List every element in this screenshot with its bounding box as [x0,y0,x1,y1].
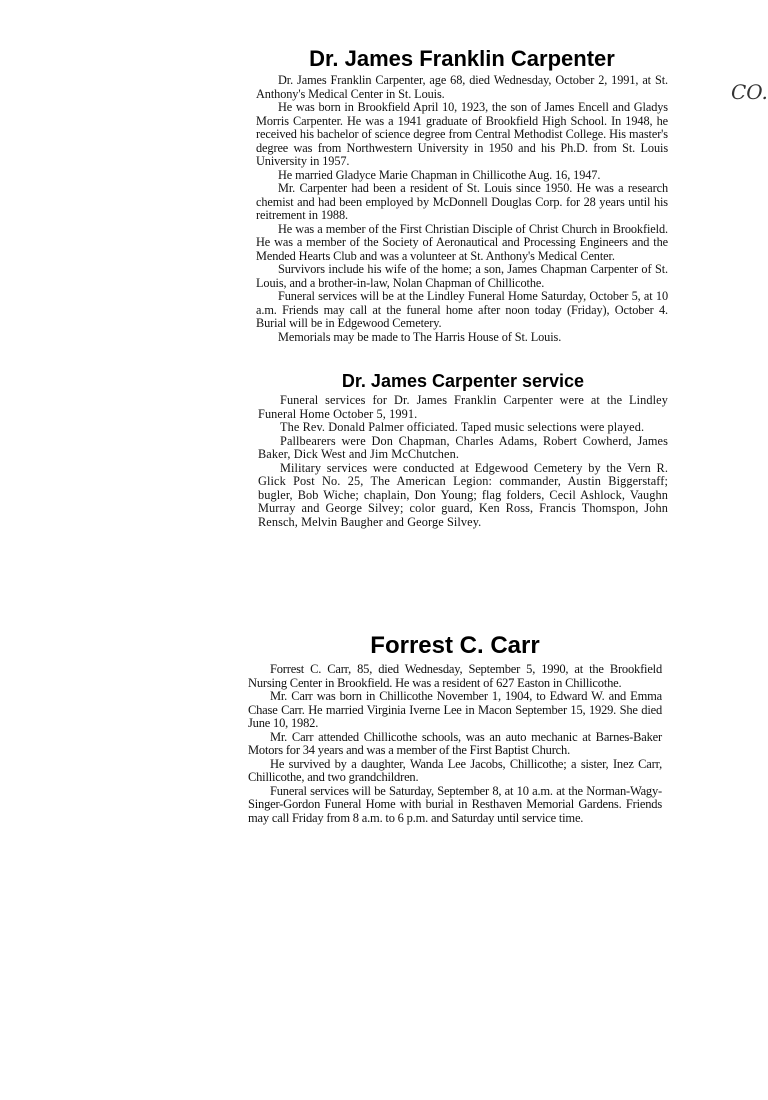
obituary-title: Dr. James Franklin Carpenter [309,46,615,71]
notice-paragraph: The Rev. Donald Palmer officiated. Taped music selections were played. [280,420,645,434]
obituary-paragraph: Mr. Carr was born in Chillicothe November 1, 1904, to Edward W. and Emma Chase Carr. He married Virginia Iverne Lee in Macon September 15, 1929. She died June 10, 1982. [248,689,662,730]
obituary-title: Forrest C. Carr [370,632,540,659]
notice-james-carpenter-service [258,370,668,529]
obituary-paragraph: Forrest C. Carr, 85, died Wednesday, September 5, 1990, at the Brookfield Nursing Center in Brookfield. He was a resident of 627 Easton in Chillicothe. [248,662,662,690]
obituary-paragraph: Memorials may be made to The Harris House of St. Louis. [278,329,562,344]
obituary-paragraph: Dr. James Franklin Carpenter, age 68, died Wednesday, October 2, 1991, at St. Anthony's Medical Center in St. Louis. [256,73,668,101]
obituary-paragraph: Funeral services will be at the Lindley Funeral Home Saturday, October 5, at 10 a.m. Friends may call at the funeral home after noon today (Friday), October 4. Burial will be in Edgewood Cemetery. [256,289,668,330]
notice-paragraph: Funeral services for Dr. James Franklin Carpenter were at the Lindley Funeral Home October 5, 1991. [258,393,668,421]
obituary-paragraph: Survivors include his wife of the home; a son, James Chapman Carpenter of St. Louis, and a brother-in-law, Nolan Chapman of Chillicothe. [256,262,668,290]
obituary-paragraph: Funeral services will be Saturday, September 8, at 10 a.m. at the Norman-Wagy-Singer-Gordon Funeral Home with burial in Resthaven Memorial Gardens. Friends may call Friday from 8 a.m. to 6 p.m. and Saturday until service time. [248,783,662,825]
handwritten-margin-note: CO. [731,80,768,104]
notice-paragraph: Pallbearers were Don Chapman, Charles Adams, Robert Cowherd, James Baker, Dick West and Jim McChutchen. [258,433,668,461]
notice-title: Dr. James Carpenter service [341,371,585,391]
obituary-forrest-c-carr [248,632,662,825]
obituary-paragraph: He was born in Brookfield April 10, 1923, the son of James Encell and Gladys Morris Carpenter. He was a 1941 graduate of Brookfield High School. In 1948, he received his bachelor of science degree from Central Methodist College. His master's degree was from Northwestern University in 1950 and his Ph.D. from St. Louis University in 1957. [256,100,668,168]
notice-paragraph: Military services were conducted at Edgewood Cemetery by the Vern R. Glick Post No. 25, The American Legion: commander, Austin Biggerstaff; bugler, Bob Wiche; chaplain, Don Young; flag folders, Cecil Ashlock, Vaughn Murray and George Silvey; color guard, Ken Ross, Francis Thomspon, John Rensch, Melvin Baugher and George Silvey. [258,460,668,529]
obituary-paragraph: Mr. Carpenter had been a resident of St. Louis since 1950. He was a research chemist and had been employed by McDonnell Douglas Corp. for 28 years until his reitrement in 1988. [256,181,668,222]
obituary-paragraph: He survived by a daughter, Wanda Lee Jacobs, Chillicothe; a sister, Inez Carr, Chillicothe, and two grandchildren. [248,756,662,784]
obituary-james-franklin-carpenter [256,46,668,344]
obituary-paragraph: Mr. Carr attended Chillicothe schools, was an auto mechanic at Barnes-Baker Motors for 34 years and was a member of the First Baptist Church. [248,729,662,757]
obituary-paragraph: He was a member of the First Christian Disciple of Christ Church in Brookfield. He was a member of the Society of Aeronautical and Processing Engineers and the Mended Hearts Club and was a volunteer at St. Anthony's Medical Center. [256,221,668,263]
obituary-paragraph: He married Gladyce Marie Chapman in Chillicothe Aug. 16, 1947. [278,167,601,182]
